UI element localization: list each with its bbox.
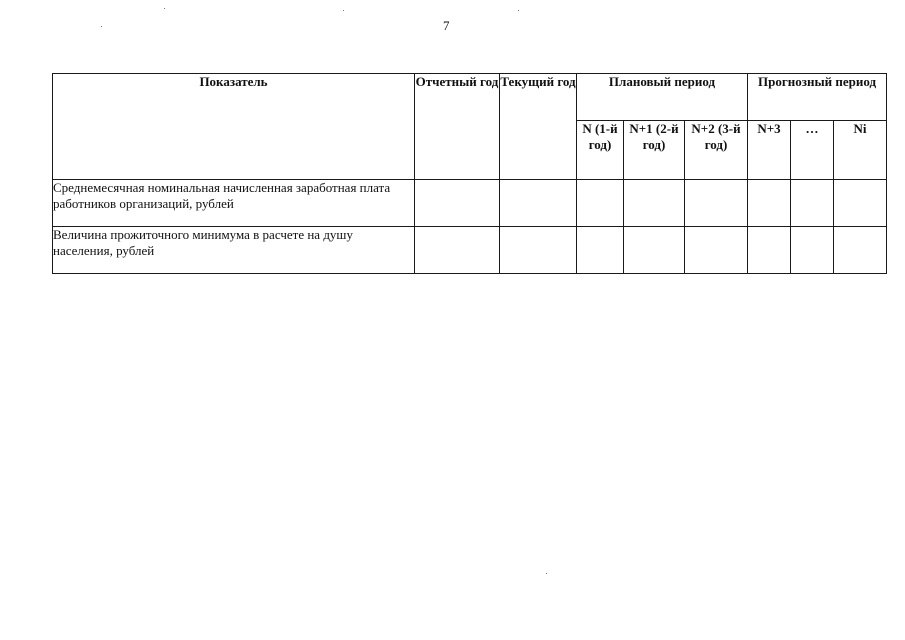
header-year-n-plus-1: N+1 (2-й год) — [624, 121, 685, 180]
header-year-n: N (1-й год) — [577, 121, 624, 180]
table-cell — [791, 227, 834, 274]
table-cell — [577, 180, 624, 227]
page-number: 7 — [443, 18, 450, 33]
header-year-n-plus-3: N+3 — [748, 121, 791, 180]
header-indicator: Показатель — [53, 74, 415, 180]
table-cell — [834, 180, 887, 227]
header-ellipsis: … — [791, 121, 834, 180]
table-row — [53, 227, 887, 274]
table-cell — [748, 227, 791, 274]
row-label-average-wage: Среднемесячная номинальная начисленная заработная плата работников организаций, рублей — [53, 180, 415, 227]
table-cell — [791, 180, 834, 227]
table-cell — [500, 180, 577, 227]
header-planning-period: Плановый период — [577, 74, 748, 121]
header-row-top — [53, 74, 887, 121]
scan-speck — [164, 8, 165, 9]
table-cell — [500, 227, 577, 274]
table-cell — [685, 227, 748, 274]
header-year-n-plus-2: N+2 (3-й год) — [685, 121, 748, 180]
header-forecast-period: Прогнозный период — [748, 74, 887, 121]
indicators-table — [52, 73, 887, 274]
scan-speck — [546, 573, 547, 574]
table-row — [53, 180, 887, 227]
row-label-subsistence-minimum: Величина прожиточного минимума в расчете на душу населения, рублей — [53, 227, 415, 274]
table-cell — [624, 180, 685, 227]
header-reporting-year: Отчетный год — [415, 74, 500, 180]
table-cell — [577, 227, 624, 274]
scan-speck — [343, 10, 344, 11]
table-cell — [834, 227, 887, 274]
header-year-ni: Ni — [834, 121, 887, 180]
table-cell — [415, 227, 500, 274]
table-cell — [685, 180, 748, 227]
scan-speck — [101, 26, 102, 27]
scan-speck — [518, 10, 519, 11]
header-current-year: Текущий год — [500, 74, 577, 180]
table-cell — [624, 227, 685, 274]
table-cell — [415, 180, 500, 227]
table-cell — [748, 180, 791, 227]
